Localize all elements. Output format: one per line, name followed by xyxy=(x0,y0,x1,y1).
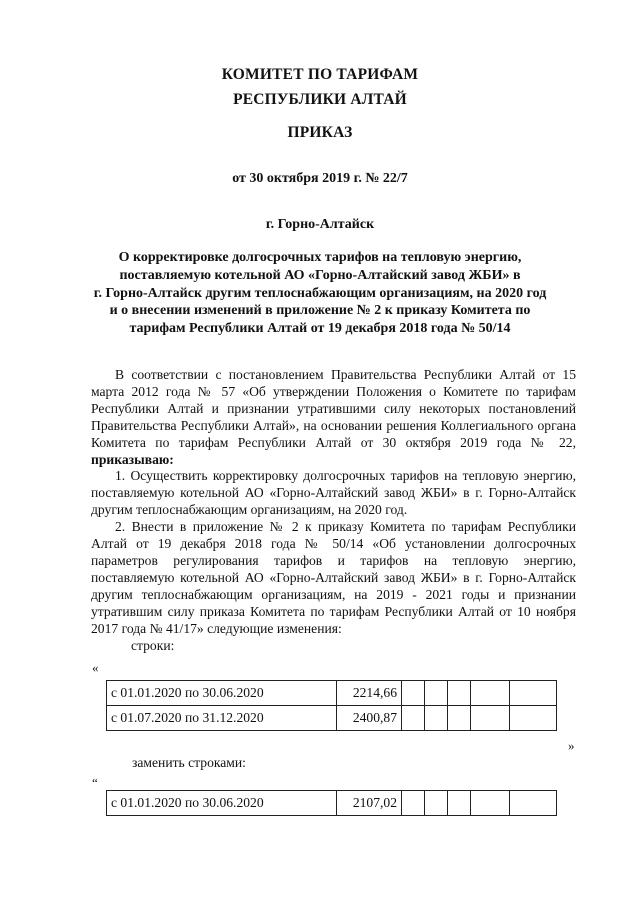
value-cell: 2214,66 xyxy=(337,681,402,706)
item-2-paragraph: 2. Внести в приложение № 2 к приказу Комитета по тарифам Республики Алтай от 19 декабря 2018 года № 50/14 «Об установлении долгосрочных параметров регулирования тарифов и тарифов на тепловую энергию, поставляемую котельной АО «Горно-Алтайский завод ЖБИ» в г. Горно-Алтайск другим теплоснабжающим организациям, на 2019 - 2021 годы и признании утратившим силу приказа Комитета по тарифам Республики Алтай от 10 ноября 2017 года № 41/17» следующие изменения: xyxy=(91,519,576,636)
empty-cell xyxy=(471,681,510,706)
new-rows-table xyxy=(106,790,557,816)
value-cell: 2107,02 xyxy=(337,791,402,816)
empty-cell xyxy=(471,791,510,816)
empty-cell xyxy=(448,791,471,816)
empty-cell xyxy=(425,681,448,706)
date-number: от 30 октября 2019 г. № 22/7 xyxy=(232,171,408,186)
empty-cell xyxy=(471,706,510,731)
table-row xyxy=(107,681,557,706)
empty-cell xyxy=(402,791,425,816)
rows-label: строки: xyxy=(131,637,175,653)
title-line: и о внесении изменений в приложение № 2 к приказу Комитета по xyxy=(109,303,531,318)
empty-cell xyxy=(510,706,557,731)
org-name-line1: КОМИТЕТ ПО ТАРИФАМ xyxy=(221,66,419,83)
empty-cell xyxy=(402,681,425,706)
period-cell: с 01.01.2020 по 30.06.2020 xyxy=(107,681,337,706)
replace-label: заменить строками: xyxy=(132,755,246,770)
order-word: приказываю: xyxy=(91,451,174,467)
empty-cell xyxy=(402,706,425,731)
old-rows-table xyxy=(106,680,557,731)
title-line: О корректировке долгосрочных тарифов на тепловую энергию, xyxy=(118,250,522,265)
open-quote-2: “ xyxy=(92,775,98,790)
close-quote: » xyxy=(568,738,575,753)
table-row xyxy=(107,706,557,731)
title-line: тарифам Республики Алтай от 19 декабря 2018 года № 50/14 xyxy=(129,321,511,336)
empty-cell xyxy=(448,681,471,706)
value-cell: 2400,87 xyxy=(337,706,402,731)
title-line: поставляемую котельной АО «Горно-Алтайский завод ЖБИ» в xyxy=(119,268,521,283)
empty-cell xyxy=(425,706,448,731)
title-line: г. Горно-Алтайск другим теплоснабжающим организациям, на 2020 год xyxy=(93,286,547,301)
org-name-line2: РЕСПУБЛИКИ АЛТАЙ xyxy=(233,91,407,108)
period-cell: с 01.01.2020 по 30.06.2020 xyxy=(107,791,337,816)
empty-cell xyxy=(448,706,471,731)
period-cell: с 01.07.2020 по 31.12.2020 xyxy=(107,706,337,731)
empty-cell xyxy=(425,791,448,816)
empty-cell xyxy=(510,681,557,706)
intro-paragraph xyxy=(91,367,576,468)
city: г. Горно-Алтайск xyxy=(265,217,375,232)
document-type: ПРИКАЗ xyxy=(287,124,353,141)
table-row xyxy=(107,791,557,816)
item-1-paragraph: 1. Осуществить корректировку долгосрочных тарифов на тепловую энергию, поставляемую котельной АО «Горно-Алтайский завод ЖБИ» в г. Горно-Алтайск другим теплоснабжающим организациям, на 2020 год. xyxy=(91,468,576,518)
body-text xyxy=(91,367,576,654)
open-quote: « xyxy=(92,660,99,675)
empty-cell xyxy=(510,791,557,816)
intro-text: В соответствии с постановлением Правительства Республики Алтай от 15 марта 2012 года № 57 «Об утверждении Положения о Комитете по тарифам Республики Алтай и признании утратившими силу некоторых постановлений Правительства Республики Алтай», на основании решения Коллегиального органа Комитета по тарифам Республики Алтай от 30 октября 2019 года № 22, xyxy=(91,367,576,450)
